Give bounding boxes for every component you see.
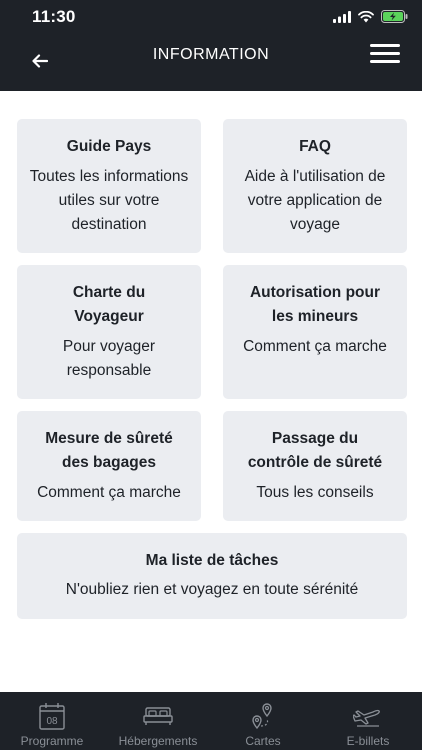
- status-icons: [333, 10, 408, 28]
- card-description: N'oubliez rien et voyagez en toute sérénité: [65, 581, 359, 598]
- card-title: Charte du Voyageur: [72, 284, 146, 325]
- tab-bar: [0, 692, 422, 750]
- status-bar: [0, 0, 422, 36]
- status-time: 11:30: [32, 7, 76, 26]
- tab-label: Hébergements: [118, 734, 198, 748]
- battery-charging-icon: [381, 10, 408, 28]
- card-description: Aide à l'utilisation de votre application de voyage: [244, 168, 386, 233]
- airplane-icon: [318, 702, 418, 730]
- card-charte-voyageur[interactable]: [17, 265, 201, 399]
- nav-bar: [0, 36, 422, 91]
- card-title: FAQ: [299, 138, 331, 155]
- card-controle-surete[interactable]: [223, 411, 407, 521]
- bed-icon: [108, 702, 208, 730]
- card-description: Toutes les informations utiles sur votre destination: [29, 168, 189, 233]
- card-faq[interactable]: [223, 119, 407, 253]
- signal-icon: [333, 10, 351, 28]
- svg-text:08: 08: [46, 716, 58, 727]
- wifi-icon: [358, 10, 374, 28]
- card-title: Autorisation pour les mineurs: [249, 284, 381, 325]
- map-pins-icon: [213, 702, 313, 730]
- card-description: Pour voyager responsable: [62, 338, 156, 379]
- card-surete-bagages[interactable]: [17, 411, 201, 521]
- card-liste-taches[interactable]: [17, 533, 407, 619]
- card-description: Tous les conseils: [256, 484, 374, 501]
- card-description: Comment ça marche: [243, 338, 387, 355]
- tab-hebergements[interactable]: [108, 692, 208, 750]
- tab-label: E-billets: [346, 734, 390, 748]
- tab-e-billets[interactable]: [318, 692, 418, 750]
- card-title: Passage du contrôle de sûreté: [247, 430, 383, 471]
- card-description: Comment ça marche: [37, 484, 181, 501]
- hamburger-menu-icon: [370, 44, 400, 63]
- page-title: INFORMATION: [152, 46, 270, 63]
- calendar-icon: [2, 702, 102, 730]
- card-guide-pays[interactable]: [17, 119, 201, 253]
- tab-cartes[interactable]: [213, 692, 313, 750]
- card-title: Mesure de sûreté des bagages: [45, 430, 173, 471]
- menu-button[interactable]: [370, 44, 400, 66]
- tab-programme[interactable]: [2, 692, 102, 750]
- card-autorisation-mineurs[interactable]: [223, 265, 407, 399]
- tab-label: Cartes: [245, 734, 281, 748]
- card-title: Ma liste de tâches: [145, 552, 279, 569]
- tab-label: Programme: [20, 734, 84, 748]
- card-title: Guide Pays: [66, 138, 152, 155]
